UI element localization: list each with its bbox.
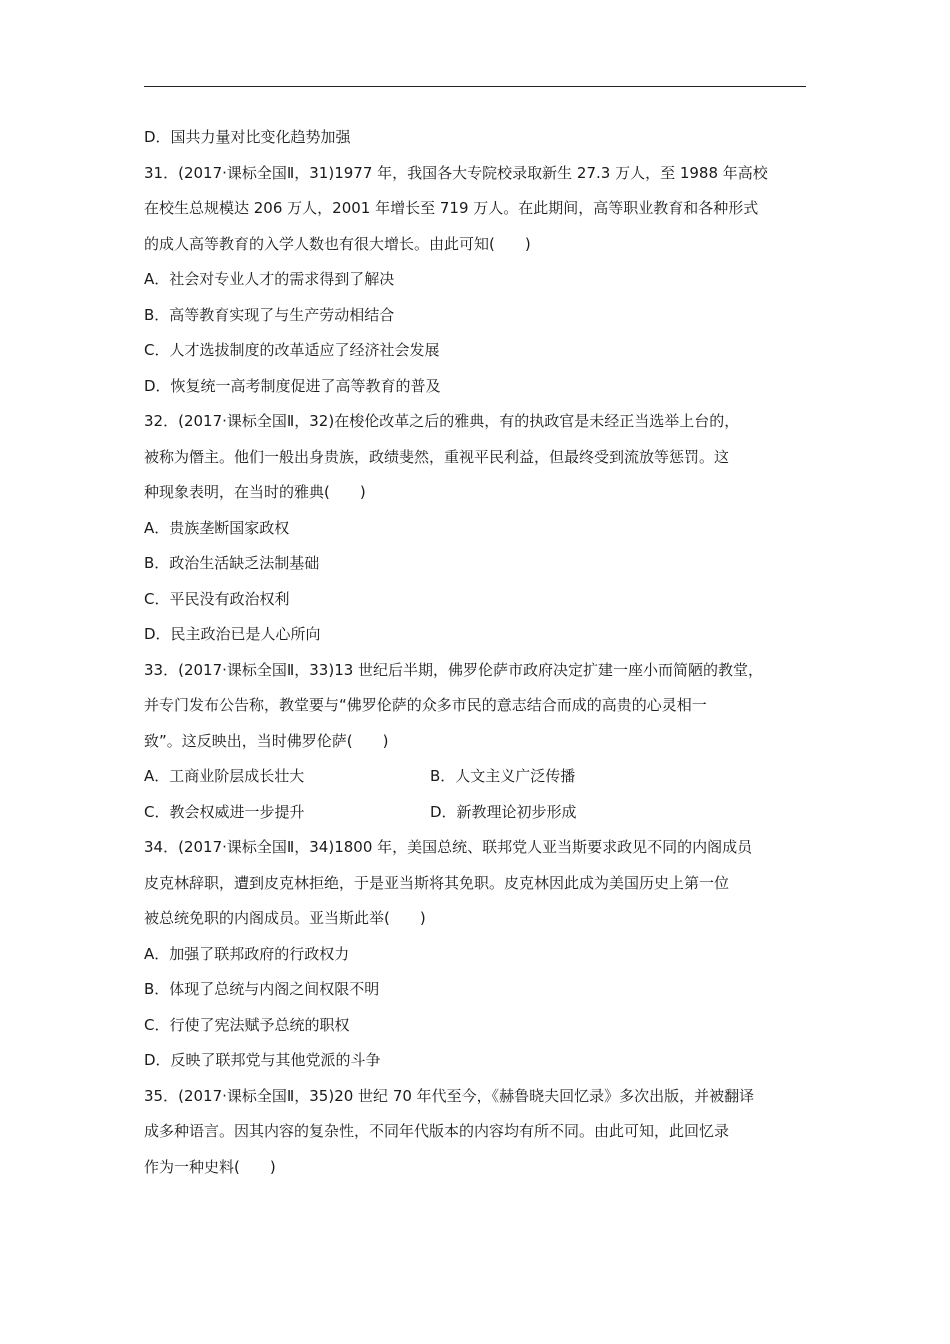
option-row — [144, 759, 814, 795]
option-d: D．反映了联邦党与其他党派的斗争 — [144, 1051, 381, 1069]
question-35 — [144, 1079, 814, 1186]
option-d: D．恢复统一高考制度促进了高等教育的普及 — [144, 376, 441, 395]
question-32 — [144, 404, 814, 653]
option-a: A．加强了联邦政府的行政权力 — [144, 944, 350, 963]
question-33 — [144, 653, 814, 831]
document-body — [144, 120, 814, 1185]
option-a: A．贵族垄断国家政权 — [144, 518, 290, 537]
question-stem-line: 致”。这反映出，当时佛罗伦萨( ) — [144, 731, 389, 750]
option-d: D．民主政治已是人心所向 — [144, 625, 321, 643]
question-stem-line: 作为一种史料( ) — [144, 1157, 276, 1176]
option-c: C．平民没有政治权利 — [144, 589, 290, 608]
question-stem-line: 33．(2017·课标全国Ⅱ，33)13 世纪后半期，佛罗伦萨市政府决定扩建一座小而简陋的教堂， — [144, 660, 764, 679]
option-row — [144, 795, 814, 831]
question-stem-line: 32．(2017·课标全国Ⅱ，32)在梭伦改革之后的雅典，有的执政官是未经正当选举上台的， — [144, 412, 740, 430]
question-stem-line: 成多种语言。因其内容的复杂性，不同年代版本的内容均有所不同。由此可知，此回忆录 — [144, 1122, 730, 1140]
question-31 — [144, 156, 814, 405]
question-34 — [144, 830, 814, 1079]
option-d: D．新教理论初步形成 — [430, 802, 577, 821]
option-b: B．高等教育实现了与生产劳动相结合 — [144, 305, 395, 324]
question-stem-line: 的成人高等教育的入学人数也有很大增长。由此可知( ) — [144, 234, 531, 253]
question-stem-line: 皮克林辞职，遭到皮克林拒绝，于是亚当斯将其免职。皮克林因此成为美国历史上第一位 — [144, 873, 730, 892]
option-b: B．人文主义广泛传播 — [430, 767, 576, 785]
header-rule — [144, 86, 806, 87]
option-b: B．体现了总统与内阁之间权限不明 — [144, 980, 380, 998]
option-a: A．社会对专业人才的需求得到了解决 — [144, 270, 395, 288]
question-stem-line: 在校生总规模达 206 万人，2001 年增长至 719 万人。在此期间，高等职业教育和各种形式 — [144, 199, 759, 217]
question-stem-line: 34．(2017·课标全国Ⅱ，34)1800 年，美国总统、联邦党人亚当斯要求政见不同的内阁成员 — [144, 838, 753, 856]
question-stem-line: 并专门发布公告称，教堂要与“佛罗伦萨的众多市民的意志结合而成的高贵的心灵相一 — [144, 696, 707, 714]
option-c: C．教会权威进一步提升 — [144, 802, 305, 821]
prev-question-option-d: D．国共力量对比变化趋势加强 — [144, 128, 351, 146]
option-c: C．行使了宪法赋予总统的职权 — [144, 1015, 350, 1034]
option-a: A．工商业阶层成长壮大 — [144, 767, 305, 785]
question-stem-line: 种现象表明，在当时的雅典( ) — [144, 483, 366, 501]
question-stem-line: 被称为僭主。他们一般出身贵族，政绩斐然，重视平民利益，但最终受到流放等惩罚。这 — [144, 447, 730, 466]
question-stem-line: 被总统免职的内阁成员。亚当斯此举( ) — [144, 909, 426, 927]
option-c: C．人才选拔制度的改革适应了经济社会发展 — [144, 341, 440, 359]
option-b: B．政治生活缺乏法制基础 — [144, 554, 320, 572]
question-stem-line: 35．(2017·课标全国Ⅱ，35)20 世纪 70 年代至今，《赫鲁晓夫回忆录》多次出版，并被翻译 — [144, 1086, 755, 1105]
question-stem-line: 31．(2017·课标全国Ⅱ，31)1977 年，我国各大专院校录取新生 27.3 万人，至 1988 年高校 — [144, 163, 768, 182]
